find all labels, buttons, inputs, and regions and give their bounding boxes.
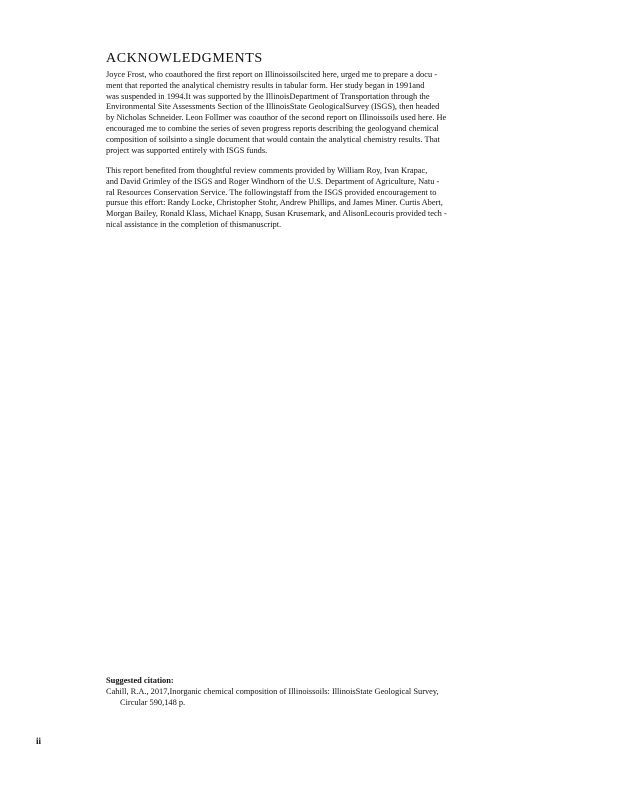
text-line: was suspended in 1994.It was supported by the IllinoisDepartment of Transportation through the	[106, 91, 430, 101]
text-line: ral Resources Conservation Service. The followingstaff from the ISGS provided encouragement to	[106, 187, 437, 197]
text-line: ment that reported the analytical chemistry results in tabular form. Her study began in 1991and	[106, 80, 425, 90]
citation-line: Circular 590,148 p.	[120, 697, 186, 707]
acknowledgments-paragraph-2	[106, 166, 506, 231]
text-line: pursue this effort: Randy Locke, Christopher Stohr, Andrew Phillips, and James Miner. Curtis Abert,	[106, 198, 443, 208]
text-line: This report benefited from thoughtful review comments provided by William Roy, Ivan Krapac,	[106, 166, 428, 175]
text-line: encouraged me to combine the series of seven progress reports describing the geologyand chemical	[106, 123, 439, 133]
text-line: Morgan Bailey, Ronald Klass, Michael Knapp, Susan Krusemark, and AlisonLecouris provided tech -	[106, 209, 447, 219]
text-line: project was supported entirely with ISGS funds.	[106, 145, 268, 155]
text-line: and David Grimley of the ISGS and Roger Windhorn of the U.S. Department of Agriculture, Natu -	[106, 176, 440, 186]
text-line: Joyce Frost, who coauthored the first report on Illinoissoilscited here, urged me to prepare a docu -	[106, 70, 438, 79]
text-line: composition of soilsinto a single document that would contain the analytical chemistry results. That	[106, 134, 440, 144]
text-line: by Nicholas Schneider. Leon Follmer was coauthor of the second report on Illinoissoils used here. He	[106, 113, 447, 123]
section-heading: ACKNOWLEDGMENTS	[106, 51, 263, 66]
text-line: Environmental Site Assessments Section of the IllinoisState GeologicalSurvey (ISGS), then headed	[106, 102, 440, 112]
acknowledgments-paragraph-1	[106, 70, 506, 156]
page-number: ii	[36, 736, 42, 746]
citation-label: Suggested citation:	[106, 676, 174, 685]
citation-line: Cahill, R.A., 2017,Inorganic chemical composition of Illinoissoils: IllinoisState Geological Survey,	[106, 686, 439, 696]
text-line: nical assistance in the completion of thismanuscript.	[106, 219, 282, 229]
suggested-citation	[106, 676, 526, 708]
